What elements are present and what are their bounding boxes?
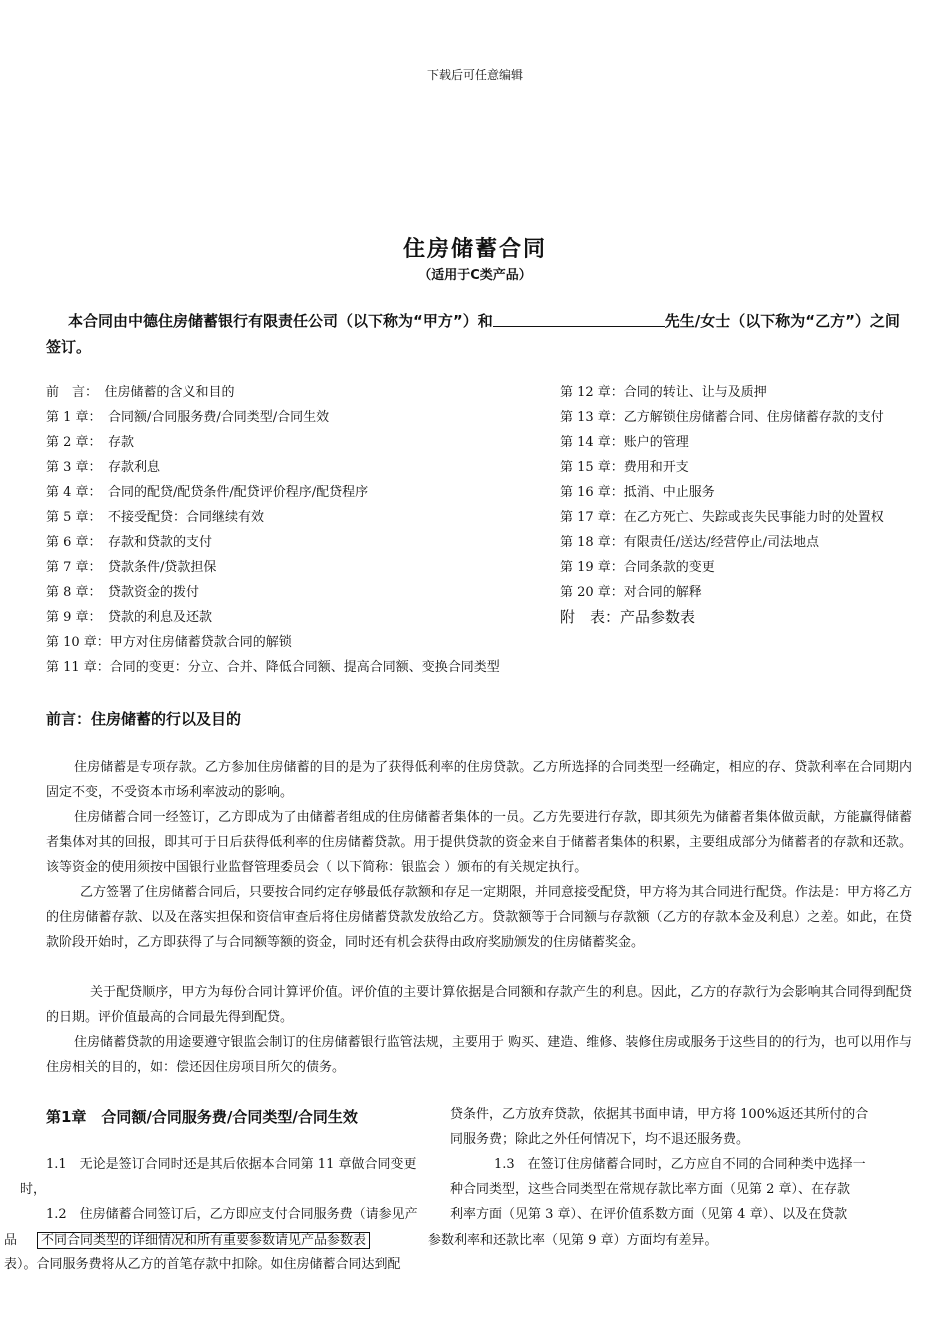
preface-paragraph: 关于配贷顺序，甲方为每份合同计算评价值。评价值的主要计算依据是合同额和存款产生的利息。因此，乙方的存款行为会影响其合同得到配贷的日期。评价值最高的合同最先得到配贷。 (46, 985, 912, 1025)
toc-item[interactable]: 第 13 章：乙方解锁住房储蓄合同、住房储蓄存款的支付 (560, 410, 884, 425)
toc-item[interactable]: 第 8 章： 贷款资金的拨付 (46, 585, 200, 600)
toc-left-column (46, 380, 546, 680)
clause-1-1-cont: 时， (20, 1182, 47, 1197)
chapter1-right-line (428, 1228, 718, 1253)
clause-1-2-cont (4, 1228, 370, 1253)
document-subtitle: （适用于C类产品） (418, 268, 532, 283)
toc-item[interactable]: 第 9 章： 贷款的利息及还款 (46, 610, 213, 625)
toc-item[interactable]: 第 14 章：账户的管理 (560, 435, 689, 450)
toc-item[interactable]: 第 1 章： 合同额/合同服务费/合同类型/合同生效 (46, 410, 330, 425)
name-blank-field[interactable] (493, 312, 665, 327)
param-table-note-box: 不同合同类型的详细情况和所有重要参数请见产品参数表 (37, 1232, 370, 1249)
toc-item[interactable]: 前 言： 住房储蓄的含义和目的 (46, 385, 235, 400)
toc-item[interactable]: 第 3 章： 存款利息 (46, 460, 161, 475)
toc-item[interactable]: 第 17 章：在乙方死亡、失踪或丧失民事能力时的处置权 (560, 510, 884, 525)
toc-item[interactable]: 第 7 章： 贷款条件/贷款担保 (46, 560, 217, 575)
toc-item[interactable]: 第 6 章： 存款和贷款的支付 (46, 535, 213, 550)
preface-paragraph: 住房储蓄合同一经签订，乙方即成为了由储蓄者组成的住房储蓄者集体的一员。乙方先要进行存款，即其须先为储蓄者集体做贡献，方能赢得储蓄者集体对其的回报，即其可于日后获得低利率的住房储蓄贷款。用于提供贷款的资金来自于储蓄者集体的积累，主要组成部分为储蓄者的存款和还款。该等资金的使用须按中国银行业监督管理委员会（ 以下简称：银监会 ）颁布的有关规定执行。 (46, 810, 912, 875)
toc-item[interactable]: 第 18 章：有限责任/送达/经营停止/司法地点 (560, 535, 819, 550)
toc-item[interactable]: 第 11 章：合同的变更：分立、合并、降低合同额、提高合同额、变换合同类型 (46, 660, 500, 675)
toc-item[interactable]: 第 4 章： 合同的配贷/配贷条件/配贷评价程序/配贷程序 (46, 485, 369, 500)
toc-item[interactable]: 第 12 章：合同的转让、让与及质押 (560, 385, 767, 400)
clause-1-1-line: 1.1 无论是签订合同时还是其后依据本合同第 11 章做合同变更 (46, 1157, 417, 1172)
toc-right-column (560, 380, 910, 630)
toc-item[interactable]: 第 15 章：费用和开支 (560, 460, 689, 475)
intro-suffix: 先生/女士（以下称为“乙方”）之间签订。 (46, 312, 900, 356)
param-label: 参数 (428, 1233, 455, 1248)
toc-item[interactable]: 第 20 章：对合同的解释 (560, 585, 702, 600)
chapter1-right-line-text: 利率和还款比率（见第 9 章）方面均有差异。 (454, 1233, 718, 1248)
toc-item[interactable]: 第 16 章：抵消、中止服务 (560, 485, 715, 500)
toc-item[interactable]: 第 10 章：甲方对住房储蓄贷款合同的解锁 (46, 635, 292, 650)
preface-heading: 前言：住房储蓄的行以及目的 (46, 710, 242, 728)
toc-item[interactable]: 第 2 章： 存款 (46, 435, 135, 450)
preface-paragraph: 乙方签署了住房储蓄合同后，只要按合同约定存够最低存款额和存足一定期限，并同意接受配贷，甲方将为其合同进行配贷。作法是：甲方将乙方的住房储蓄存款、以及在落实担保和资信审查后将住房储蓄贷款发放给乙方。贷款额等于合同额与存款额（乙方的存款本金及利息）之差。如此，在贷款阶段开始时，乙方即获得了与合同额等额的资金，同时还有机会获得由政府奖励颁发的住房储蓄奖金。 (46, 885, 913, 950)
intro-prefix: 本合同由中德住房储蓄银行有限责任公司（以下称为“甲方”）和 (68, 312, 493, 330)
page-header: 下载后可任意编辑 (426, 68, 523, 82)
clause-1-2-end: 表）。合同服务费将从乙方的首笔存款中扣除。如住房储蓄合同达到配 (4, 1257, 401, 1272)
preface-paragraph: 住房储蓄贷款的用途要遵守银监会制订的住房储蓄银行监管法规，主要用于 购买、建造、维修、装修住房或服务于这些目的的行为，也可以用作与住房相关的目的，如：偿还因住房项目所欠的债务。 (46, 1035, 912, 1075)
chapter1-heading: 第1章 合同额/合同服务费/合同类型/合同生效 (46, 1108, 358, 1126)
contract-intro (46, 308, 906, 360)
chapter1-right-line: 同服务费；除此之外任何情况下，均不退还服务费。 (450, 1132, 750, 1147)
clause-1-2-line: 1.2 住房储蓄合同签订后，乙方即应支付合同服务费（请参见产 (46, 1207, 418, 1222)
toc-item[interactable]: 第 19 章：合同条款的变更 (560, 560, 715, 575)
chapter1-right-line: 利率方面（见第 3 章）、在评价值系数方面（见第 4 章）、以及在贷款 (450, 1207, 848, 1222)
chapter1-right-line: 种合同类型，这些合同类型在常规存款比率方面（见第 2 章）、在存款 (450, 1182, 851, 1197)
toc-appendix-item[interactable]: 附 表：产品参数表 (560, 608, 696, 626)
document-title: 住房储蓄合同 (402, 237, 547, 262)
toc-item[interactable]: 第 5 章： 不接受配贷：合同继续有效 (46, 510, 265, 525)
clause-1-2-prefix: 品 (4, 1233, 18, 1248)
chapter1-right-line: 贷条件，乙方放弃贷款，依据其书面申请，甲方将 100%返还其所付的合 (450, 1107, 869, 1122)
clause-1-3-line: 1.3 在签订住房储蓄合同时，乙方应自不同的合同种类中选择一 (494, 1157, 866, 1172)
preface-paragraph: 住房储蓄是专项存款。乙方参加住房储蓄的目的是为了获得低利率的住房贷款。乙方所选择的合同类型一经确定，相应的存、贷款利率在合同期内固定不变，不受资本市场利率波动的影响。 (46, 760, 912, 800)
